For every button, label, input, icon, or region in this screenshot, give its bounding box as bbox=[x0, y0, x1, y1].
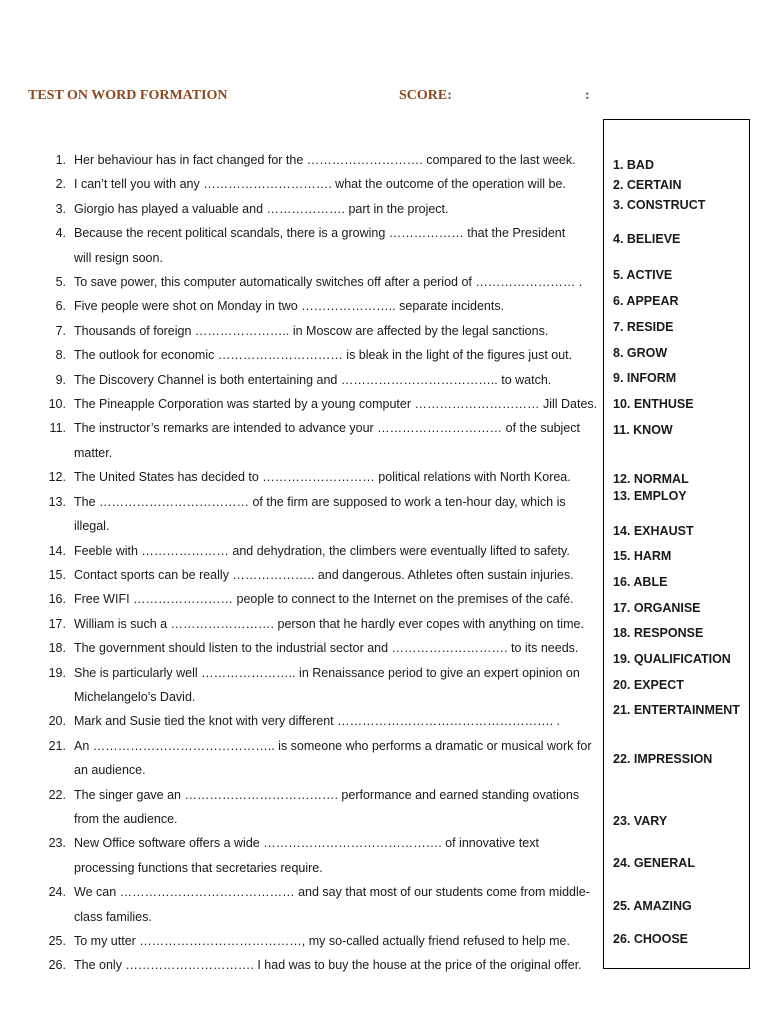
question-item bbox=[48, 294, 598, 318]
question-text: Free WIFI …………………… people to connect to the Internet on the premises of the café. bbox=[74, 592, 574, 607]
question-number: 22. bbox=[48, 787, 66, 802]
question-list bbox=[48, 148, 598, 978]
word-bank-item: 21. ENTERTAINMENT bbox=[613, 703, 740, 717]
question-text-continued: from the audience. bbox=[74, 811, 178, 826]
question-text-continued: matter. bbox=[74, 445, 113, 460]
word-bank-item: 8. GROW bbox=[613, 346, 668, 360]
question-number: 16. bbox=[48, 592, 66, 607]
question-number: 4. bbox=[55, 226, 66, 241]
question-item bbox=[48, 929, 598, 953]
word-bank-item: 22. IMPRESSION bbox=[613, 752, 713, 766]
question-text: To save power, this computer automatically switches off after a period of …………………… . bbox=[74, 275, 583, 290]
question-number: 15. bbox=[48, 567, 66, 582]
question-number: 7. bbox=[55, 323, 66, 338]
question-number: 18. bbox=[48, 641, 66, 656]
word-bank-item: 11. KNOW bbox=[613, 423, 673, 437]
question-number: 20. bbox=[48, 714, 66, 729]
question-item bbox=[48, 368, 598, 392]
question-number: 23. bbox=[48, 836, 66, 851]
question-item bbox=[48, 636, 598, 660]
question-text-continued: Michelangelo’s David. bbox=[74, 689, 196, 704]
word-bank-item: 17. ORGANISE bbox=[613, 601, 701, 615]
word-bank-item: 2. CERTAIN bbox=[613, 178, 682, 192]
question-text: Her behaviour has in fact changed for the ………………………. compared to the last week. bbox=[74, 153, 576, 167]
question-number: 26. bbox=[48, 958, 66, 973]
question-text: The only …………………………. I had was to buy the house at the price of the original offer. bbox=[74, 958, 582, 973]
word-bank-item: 24. GENERAL bbox=[613, 856, 695, 870]
question-item bbox=[48, 148, 598, 172]
question-text: I can’t tell you with any …………………………. what the outcome of the operation will be. bbox=[74, 177, 566, 192]
question-item bbox=[48, 709, 598, 733]
question-item bbox=[48, 270, 598, 294]
question-item bbox=[48, 221, 598, 270]
question-number: 1. bbox=[55, 153, 66, 167]
question-item bbox=[48, 343, 598, 367]
question-text: The ……………………………… of the firm are supposed to work a ten-hour day, which is illegal. bbox=[74, 494, 566, 534]
question-text: To my utter …………………………………, my so-called actually friend refused to help me. bbox=[74, 934, 570, 948]
word-bank-box bbox=[603, 119, 750, 969]
question-text: New Office software offers a wide ……………………………………. of innovative text bbox=[74, 836, 539, 851]
question-item bbox=[48, 880, 598, 929]
question-item bbox=[48, 319, 598, 343]
question-text-continued: processing functions that secretaries require. bbox=[74, 860, 323, 875]
question-number: 9. bbox=[55, 372, 66, 387]
question-text: Thousands of foreign ………………….. in Moscow are affected by the legal sanctions. bbox=[74, 323, 549, 338]
question-text: William is such a ……………………. person that he hardly ever copes with anything on time. bbox=[74, 616, 584, 631]
question-item bbox=[48, 416, 598, 465]
question-text-continued: will resign soon. bbox=[74, 250, 163, 265]
score-label: SCORE: bbox=[399, 88, 452, 103]
question-text: Mark and Susie tied the knot with very different ……………………………………………. . bbox=[74, 714, 561, 729]
question-item bbox=[48, 953, 598, 977]
word-bank-item: 26. CHOOSE bbox=[613, 932, 689, 946]
word-bank-item: 1. BAD bbox=[613, 158, 654, 172]
question-text: The outlook for economic ………………………… is bleak in the light of the figures just out. bbox=[74, 348, 573, 363]
word-bank-item: 6. APPEAR bbox=[613, 294, 679, 308]
question-item bbox=[48, 831, 598, 880]
question-item bbox=[48, 587, 598, 611]
question-number: 12. bbox=[48, 470, 66, 485]
question-number: 24. bbox=[48, 885, 66, 900]
word-bank-item: 19. QUALIFICATION bbox=[613, 652, 731, 666]
question-text: Five people were shot on Monday in two ………………….. separate incidents. bbox=[74, 299, 505, 314]
score-colon: : bbox=[585, 88, 590, 103]
word-bank-item: 3. CONSTRUCT bbox=[613, 198, 706, 212]
word-bank-item: 25. AMAZING bbox=[613, 899, 692, 913]
word-bank-item: 18. RESPONSE bbox=[613, 626, 704, 640]
question-text: The government should listen to the industrial sector and ………………………. to its needs. bbox=[74, 641, 579, 656]
test-title: TEST ON WORD FORMATION bbox=[28, 88, 228, 103]
question-number: 6. bbox=[55, 299, 66, 314]
word-bank-item: 14. EXHAUST bbox=[613, 524, 694, 538]
word-bank-item: 16. ABLE bbox=[613, 575, 668, 589]
question-text: We can …………………………………… and say that most of our students come from middle- bbox=[74, 885, 590, 900]
question-number: 2. bbox=[55, 177, 66, 192]
question-item bbox=[48, 392, 598, 416]
question-text: The Discovery Channel is both entertaining and ……………………………….. to watch. bbox=[74, 372, 552, 387]
word-bank-item: 15. HARM bbox=[613, 549, 672, 563]
word-bank-item: 20. EXPECT bbox=[613, 678, 684, 692]
question-item bbox=[48, 563, 598, 587]
question-item bbox=[48, 783, 598, 832]
question-number: 14. bbox=[48, 543, 66, 558]
question-number: 11. bbox=[49, 421, 66, 436]
question-number: 19. bbox=[48, 665, 66, 680]
word-bank-item: 7. RESIDE bbox=[613, 320, 674, 334]
question-number: 3. bbox=[55, 201, 66, 216]
word-bank-item: 12. NORMAL bbox=[613, 472, 689, 486]
question-item bbox=[48, 539, 598, 563]
question-item bbox=[48, 465, 598, 489]
word-bank-item: 10. ENTHUSE bbox=[613, 397, 694, 411]
question-number: 25. bbox=[48, 934, 66, 948]
question-number: 10. bbox=[48, 397, 66, 412]
question-item bbox=[48, 661, 598, 710]
question-item bbox=[48, 197, 598, 221]
question-text: An …………………………………….. is someone who performs a dramatic or musical work for bbox=[74, 738, 592, 753]
question-text: Because the recent political scandals, there is a growing ……………… that the President bbox=[74, 226, 566, 241]
question-text: She is particularly well ………………….. in Renaissance period to give an expert opinion on bbox=[74, 665, 580, 680]
question-text-continued: an audience. bbox=[74, 763, 146, 778]
question-number: 8. bbox=[55, 348, 66, 363]
word-bank-item: 4. BELIEVE bbox=[613, 232, 681, 246]
question-number: 13. bbox=[48, 494, 66, 509]
question-text: Giorgio has played a valuable and ………………. part in the project. bbox=[74, 201, 449, 216]
question-number: 21. bbox=[48, 738, 66, 753]
word-bank-item: 13. EMPLOY bbox=[613, 489, 687, 503]
question-item bbox=[48, 490, 598, 539]
word-bank-item: 9. INFORM bbox=[613, 371, 677, 385]
question-number: 5. bbox=[55, 275, 66, 290]
question-text: The Pineapple Corporation was started by a young computer ………………………… Jill Dates. bbox=[74, 397, 598, 412]
word-bank-item: 5. ACTIVE bbox=[613, 268, 673, 282]
question-text-continued: class families. bbox=[74, 909, 152, 924]
question-text: The singer gave an ………………………………. performance and earned standing ovations bbox=[74, 787, 580, 802]
question-number: 17. bbox=[48, 616, 66, 631]
question-text: Contact sports can be really ……………….. and dangerous. Athletes often sustain injuries. bbox=[74, 567, 574, 582]
question-text: The instructor’s remarks are intended to advance your ………………………… of the subject bbox=[74, 421, 580, 436]
question-item bbox=[48, 734, 598, 783]
question-item bbox=[48, 172, 598, 196]
question-text: The United States has decided to ……………………… political relations with North Korea. bbox=[74, 470, 571, 485]
question-item bbox=[48, 612, 598, 636]
question-text: Feeble with ………………… and dehydration, the climbers were eventually lifted to safety. bbox=[74, 543, 570, 558]
word-bank-item: 23. VARY bbox=[613, 814, 668, 828]
